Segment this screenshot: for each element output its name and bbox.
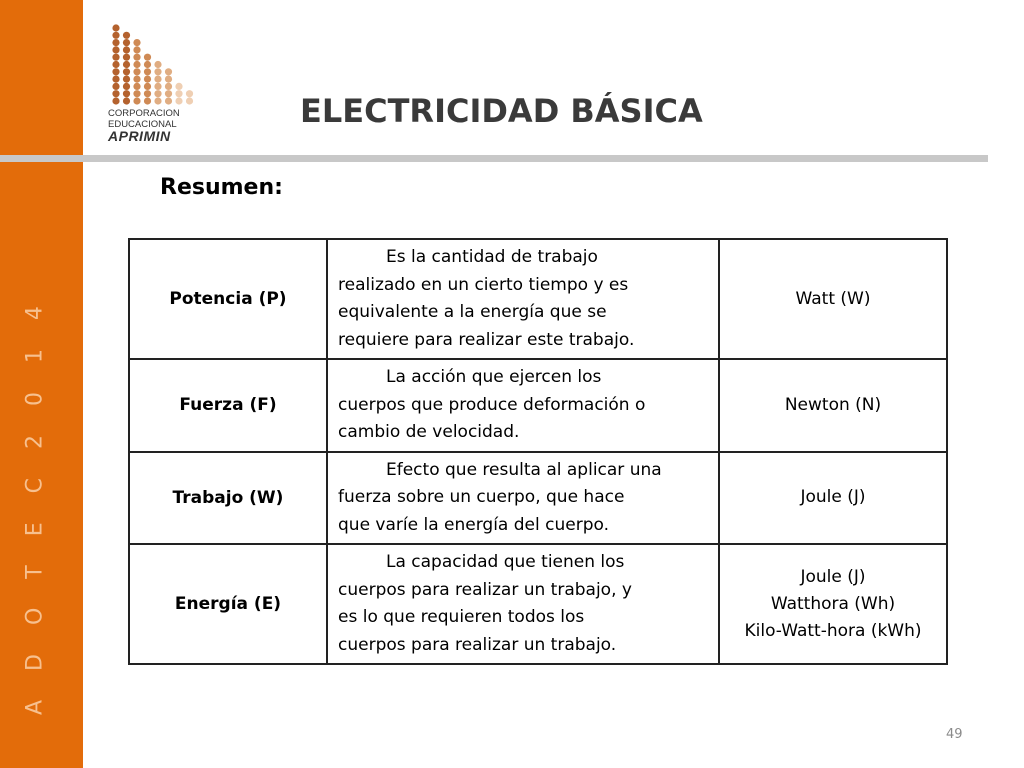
description-line xyxy=(338,512,708,540)
page-title: ELECTRICIDAD BÁSICA xyxy=(300,92,703,130)
unit-text: Kilo-Watt-hora (kWh) xyxy=(744,620,922,641)
logo-dot xyxy=(133,83,140,90)
description-cell xyxy=(327,452,719,545)
description-line xyxy=(338,604,708,632)
logo-dots-icon xyxy=(108,22,198,108)
logo-dot xyxy=(112,90,119,97)
header-divider xyxy=(0,155,988,162)
description-text: Efecto que resulta al aplicar una xyxy=(386,459,662,480)
logo-dot xyxy=(123,68,130,75)
unit-text: Joule (J) xyxy=(800,566,866,587)
description-text: es lo que requieren todos los xyxy=(338,607,585,627)
description-text: cambio de velocidad. xyxy=(338,422,520,442)
unit-text: Joule (J) xyxy=(800,487,866,508)
logo-dot xyxy=(123,39,130,46)
logo-dot xyxy=(154,76,161,83)
logo-dot xyxy=(144,54,151,61)
logo-dot xyxy=(133,68,140,75)
logo-dot xyxy=(123,54,130,61)
logo-dot xyxy=(154,97,161,104)
term-cell: Energía (E) xyxy=(129,544,327,664)
logo-dot xyxy=(133,39,140,46)
description-cell xyxy=(327,544,719,664)
description-line xyxy=(338,364,708,392)
description-text: requiere para realizar este trabajo. xyxy=(338,329,635,350)
logo-dot xyxy=(175,97,182,104)
logo-dot xyxy=(133,61,140,68)
description-cell xyxy=(327,359,719,452)
logo-dot xyxy=(112,32,119,39)
logo-dot xyxy=(112,61,119,68)
logo-dot xyxy=(165,97,172,104)
table-row xyxy=(129,544,947,664)
logo-text-line3: APRIMIN xyxy=(108,128,171,144)
logo-dot xyxy=(123,97,130,104)
description-line xyxy=(338,327,708,355)
description-text: Es la cantidad de trabajo xyxy=(386,247,598,267)
unit-cell xyxy=(719,359,947,452)
logo-dot xyxy=(165,90,172,97)
logo-dot xyxy=(123,90,130,97)
logo-dot xyxy=(144,97,151,104)
description-line xyxy=(338,577,708,605)
logo-dot xyxy=(133,90,140,97)
logo-text-line2: EDUCACIONAL xyxy=(108,119,177,130)
description-text: cuerpos que produce deformación o xyxy=(338,394,646,415)
logo-dot xyxy=(133,97,140,104)
description-text: La capacidad que tienen los xyxy=(386,552,625,572)
table-row xyxy=(129,452,947,545)
logo-dot xyxy=(112,76,119,83)
logo-dot xyxy=(123,83,130,90)
unit-cell xyxy=(719,239,947,359)
logo-dot xyxy=(144,90,151,97)
description-text: cuerpos para realizar un trabajo. xyxy=(338,634,617,655)
term-cell: Trabajo (W) xyxy=(129,452,327,545)
logo-dot xyxy=(133,46,140,53)
logo-dot xyxy=(144,68,151,75)
description-text: La acción que ejercen los xyxy=(386,367,602,387)
logo-dot xyxy=(144,61,151,68)
description-line xyxy=(338,549,708,577)
unit-text: Watt (W) xyxy=(795,288,871,309)
description-text: cuerpos para realizar un trabajo, y xyxy=(338,579,632,600)
section-title: Resumen: xyxy=(160,175,283,200)
page-number: 49 xyxy=(946,727,963,742)
description-cell xyxy=(327,239,719,359)
description-line xyxy=(338,244,708,272)
description-text: equivalente a la energía que se xyxy=(338,302,607,322)
logo-dot xyxy=(112,68,119,75)
description-line xyxy=(338,299,708,327)
term-cell: Fuerza (F) xyxy=(129,359,327,452)
logo-dot xyxy=(144,83,151,90)
logo-text-line1: CORPORACION xyxy=(108,108,180,119)
logo-dot xyxy=(186,90,193,97)
logo-dot xyxy=(154,83,161,90)
unit-cell xyxy=(719,544,947,664)
description-line xyxy=(338,419,708,447)
description-line xyxy=(338,632,708,660)
logo-dot xyxy=(112,54,119,61)
logo-dot xyxy=(123,32,130,39)
aprimin-logo xyxy=(108,22,198,148)
description-text: realizado en un cierto tiempo y es xyxy=(338,274,629,295)
summary-table xyxy=(128,238,948,665)
description-line xyxy=(338,457,708,485)
description-text: fuerza sobre un cuerpo, que hace xyxy=(338,487,625,507)
description-line xyxy=(338,272,708,300)
logo-dot xyxy=(112,39,119,46)
logo-dot xyxy=(144,76,151,83)
logo-dot xyxy=(154,61,161,68)
logo-dot xyxy=(112,46,119,53)
description-line xyxy=(338,484,708,512)
unit-cell xyxy=(719,452,947,545)
logo-dot xyxy=(154,90,161,97)
table-row xyxy=(129,239,947,359)
logo-dot xyxy=(123,61,130,68)
logo-dot xyxy=(175,83,182,90)
description-line xyxy=(338,392,708,420)
term-cell: Potencia (P) xyxy=(129,239,327,359)
logo-dot xyxy=(133,76,140,83)
description-text: que varíe la energía del cuerpo. xyxy=(338,514,609,535)
logo-dot xyxy=(112,83,119,90)
logo-dot xyxy=(175,90,182,97)
side-bar-text xyxy=(23,515,48,715)
logo-dot xyxy=(165,76,172,83)
logo-dot xyxy=(112,97,119,104)
table-row xyxy=(129,359,947,452)
logo-dot xyxy=(165,68,172,75)
logo-dot xyxy=(133,54,140,61)
logo-dot xyxy=(186,97,193,104)
unit-text: Newton (N) xyxy=(784,394,882,415)
logo-dot xyxy=(165,83,172,90)
logo-dot xyxy=(123,76,130,83)
logo-dot xyxy=(112,24,119,31)
unit-text: Watthora (Wh) xyxy=(770,593,896,614)
logo-dot xyxy=(154,68,161,75)
logo-dot xyxy=(123,46,130,53)
